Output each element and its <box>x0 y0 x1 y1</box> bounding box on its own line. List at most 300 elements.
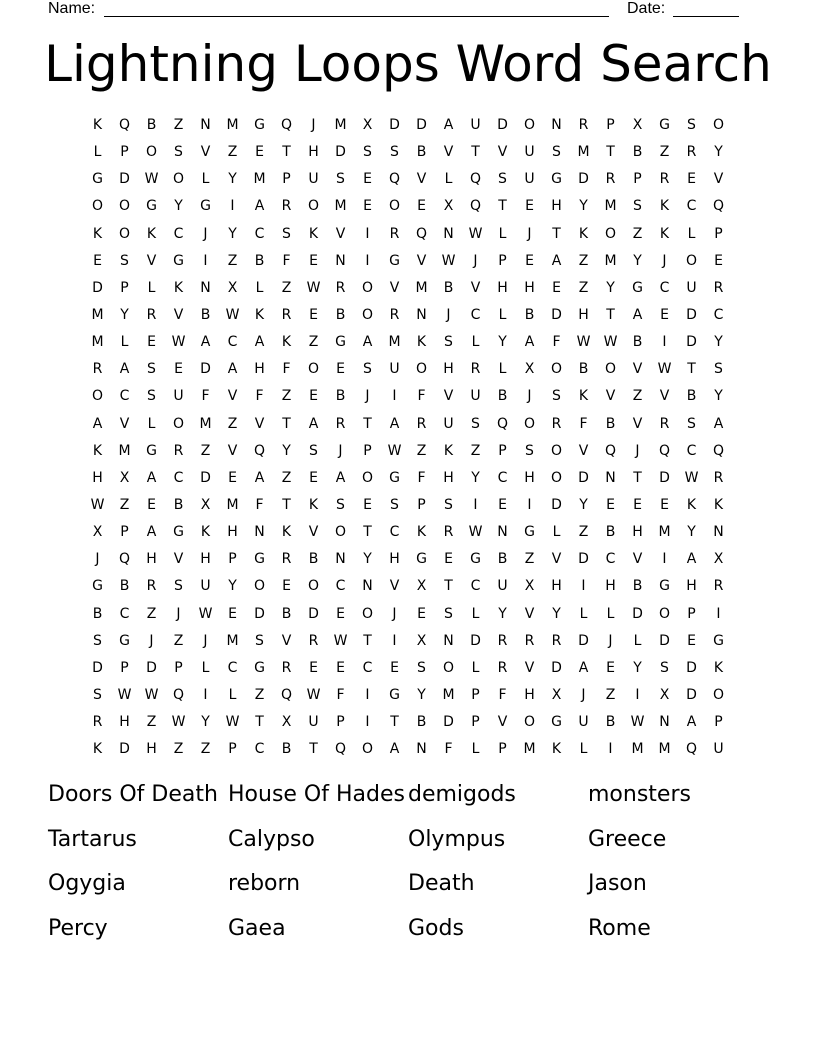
grid-letter: V <box>200 144 211 161</box>
grid-letter: S <box>660 659 669 676</box>
grid-letter: K <box>551 741 562 758</box>
grid-letter: R <box>416 415 427 432</box>
grid-letter: I <box>365 714 370 731</box>
grid-letter: P <box>498 252 507 269</box>
grid-letter: S <box>444 497 453 514</box>
grid-letter: Q <box>658 442 671 459</box>
grid-letter: P <box>120 279 129 296</box>
grid-letter: D <box>551 307 562 324</box>
grid-letter: A <box>146 524 157 541</box>
grid-letter: U <box>470 388 481 405</box>
grid-letter: S <box>147 361 156 378</box>
grid-letter: R <box>173 442 184 459</box>
grid-letter: V <box>416 252 427 269</box>
grid-letter: Y <box>714 388 723 405</box>
grid-letter: F <box>498 687 507 704</box>
grid-letter: D <box>659 469 670 486</box>
grid-row <box>84 411 732 438</box>
grid-letter: C <box>119 605 130 622</box>
grid-letter: K <box>281 334 292 351</box>
grid-letter: Q <box>469 171 482 188</box>
grid-letter: M <box>604 252 617 269</box>
grid-letter: M <box>199 415 212 432</box>
grid-letter: O <box>118 225 131 242</box>
grid-letter: O <box>307 578 320 595</box>
grid-letter: O <box>361 469 374 486</box>
grid-letter: K <box>713 497 724 514</box>
grid-letter: P <box>471 687 480 704</box>
grid-letter: C <box>605 551 616 568</box>
grid-letter: V <box>605 388 616 405</box>
grid-letter: S <box>282 225 291 242</box>
grid-letter: O <box>145 144 158 161</box>
grid-letter: W <box>198 605 213 622</box>
grid-letter: Z <box>659 144 670 161</box>
grid-letter: X <box>551 687 562 704</box>
grid-row <box>84 112 732 139</box>
grid-letter: C <box>227 659 238 676</box>
grid-letter: Z <box>578 279 589 296</box>
grid-letter: N <box>443 632 454 649</box>
grid-row <box>84 709 732 736</box>
grid-letter: S <box>633 198 642 215</box>
grid-letter: L <box>201 171 210 188</box>
grid-letter: G <box>335 334 346 351</box>
grid-letter: A <box>389 415 400 432</box>
word-list-item: Death <box>408 871 475 896</box>
grid-letter: Z <box>632 388 643 405</box>
grid-letter: D <box>389 117 400 134</box>
grid-letter: T <box>606 144 615 161</box>
grid-letter: E <box>363 171 372 188</box>
grid-letter: A <box>254 469 265 486</box>
grid-letter: V <box>497 144 508 161</box>
grid-letter: K <box>173 279 184 296</box>
grid-letter: B <box>119 578 130 595</box>
grid-letter: R <box>659 171 670 188</box>
grid-letter: V <box>416 171 427 188</box>
word-list-item: Percy <box>48 915 108 941</box>
grid-letter: X <box>632 117 643 134</box>
grid-letter: B <box>605 524 616 541</box>
grid-letter: J <box>338 442 343 459</box>
grid-letter: R <box>389 225 400 242</box>
grid-letter: V <box>146 252 157 269</box>
grid-row <box>84 465 732 492</box>
grid-letter: V <box>470 279 481 296</box>
grid-letter: G <box>254 551 265 568</box>
grid-letter: M <box>226 497 239 514</box>
grid-letter: H <box>524 687 535 704</box>
grid-letter: G <box>146 442 157 459</box>
grid-letter: E <box>309 307 318 324</box>
grid-row <box>84 438 732 465</box>
grid-letter: J <box>473 252 478 269</box>
grid-letter: P <box>336 714 345 731</box>
grid-letter: Z <box>227 415 238 432</box>
grid-letter: Y <box>687 524 696 541</box>
grid-letter: V <box>443 388 454 405</box>
grid-letter: B <box>605 714 616 731</box>
grid-letter: H <box>524 469 535 486</box>
date-label: Date: <box>627 0 666 17</box>
grid-letter: E <box>363 198 372 215</box>
grid-letter: V <box>524 605 535 622</box>
grid-letter: A <box>686 714 697 731</box>
grid-letter: V <box>659 388 670 405</box>
grid-letter: K <box>443 442 454 459</box>
grid-letter: S <box>687 117 696 134</box>
grid-letter: S <box>147 388 156 405</box>
grid-letter: D <box>92 659 103 676</box>
grid-letter: H <box>443 469 454 486</box>
grid-letter: F <box>444 741 453 758</box>
grid-letter: C <box>497 469 508 486</box>
grid-letter: A <box>335 469 346 486</box>
grid-letter: B <box>200 307 211 324</box>
grid-letter: R <box>578 117 589 134</box>
grid-row <box>84 193 732 220</box>
grid-letter: J <box>446 307 451 324</box>
grid-letter: O <box>172 171 185 188</box>
grid-letter: U <box>713 741 724 758</box>
grid-letter: Q <box>712 442 725 459</box>
grid-letter: P <box>120 144 129 161</box>
grid-letter: N <box>335 252 346 269</box>
grid-letter: U <box>578 714 589 731</box>
grid-row <box>84 166 732 193</box>
grid-letter: N <box>254 524 265 541</box>
grid-letter: V <box>119 415 130 432</box>
grid-letter: E <box>687 632 696 649</box>
grid-letter: Y <box>228 578 237 595</box>
grid-letter: F <box>417 469 426 486</box>
grid-letter: U <box>308 171 319 188</box>
grid-letter: V <box>443 144 454 161</box>
grid-letter: P <box>498 741 507 758</box>
grid-letter: A <box>632 307 643 324</box>
grid-letter: X <box>227 279 238 296</box>
grid-letter: E <box>633 497 642 514</box>
grid-letter: W <box>171 334 186 351</box>
grid-letter: Z <box>632 225 643 242</box>
grid-letter: O <box>91 198 104 215</box>
grid-letter: E <box>309 388 318 405</box>
grid-letter: Z <box>173 741 184 758</box>
grid-letter: K <box>92 225 103 242</box>
grid-letter: W <box>117 687 132 704</box>
word-list-item: Calypso <box>228 826 315 852</box>
grid-letter: Y <box>174 198 183 215</box>
grid-letter: Z <box>254 687 265 704</box>
grid-letter: A <box>686 551 697 568</box>
grid-letter: A <box>92 415 103 432</box>
grid-letter: B <box>632 334 643 351</box>
word-list-item: Gods <box>408 915 464 941</box>
grid-letter: H <box>686 578 697 595</box>
grid-letter: B <box>686 388 697 405</box>
grid-letter: M <box>577 144 590 161</box>
grid-letter: Q <box>280 117 293 134</box>
grid-letter: E <box>525 252 534 269</box>
grid-letter: Y <box>417 687 426 704</box>
grid-letter: V <box>227 442 238 459</box>
grid-letter: O <box>604 225 617 242</box>
grid-letter: Z <box>281 388 292 405</box>
grid-letter: O <box>550 361 563 378</box>
page-title: Lightning Loops Word Search <box>44 35 772 93</box>
grid-letter: V <box>173 307 184 324</box>
grid-letter: J <box>176 605 181 622</box>
grid-letter: S <box>309 442 318 459</box>
grid-letter: Z <box>119 497 130 514</box>
grid-row <box>84 221 732 248</box>
grid-letter: E <box>228 469 237 486</box>
grid-row <box>84 492 732 519</box>
grid-letter: B <box>173 497 184 514</box>
grid-letter: R <box>686 144 697 161</box>
grid-letter: H <box>308 144 319 161</box>
grid-letter: R <box>281 659 292 676</box>
grid-letter: W <box>306 687 321 704</box>
grid-letter: G <box>119 632 130 649</box>
grid-letter: S <box>444 605 453 622</box>
grid-letter: B <box>578 361 589 378</box>
grid-letter: P <box>714 714 723 731</box>
grid-letter: V <box>551 551 562 568</box>
grid-letter: W <box>441 252 456 269</box>
grid-letter: A <box>308 415 319 432</box>
grid-letter: M <box>415 279 428 296</box>
grid-letter: A <box>146 469 157 486</box>
grid-letter: E <box>93 252 102 269</box>
grid-letter: X <box>713 551 724 568</box>
grid-letter: Z <box>524 551 535 568</box>
grid-letter: M <box>226 632 239 649</box>
grid-letter: C <box>686 198 697 215</box>
grid-letter: E <box>417 605 426 622</box>
grid-letter: F <box>417 388 426 405</box>
grid-letter: Q <box>469 198 482 215</box>
grid-letter: P <box>363 442 372 459</box>
grid-letter: L <box>498 307 507 324</box>
grid-letter: K <box>146 225 157 242</box>
grid-letter: C <box>389 524 400 541</box>
grid-letter: W <box>576 334 591 351</box>
grid-letter: P <box>687 605 696 622</box>
grid-letter: B <box>416 144 427 161</box>
grid-letter: G <box>200 198 211 215</box>
grid-letter: O <box>91 388 104 405</box>
grid-letter: I <box>365 252 370 269</box>
grid-letter: Y <box>633 252 642 269</box>
grid-letter: N <box>713 524 724 541</box>
grid-letter: D <box>578 632 589 649</box>
grid-letter: Z <box>146 605 157 622</box>
header-fields <box>48 0 748 20</box>
grid-letter: A <box>524 334 535 351</box>
grid-letter: A <box>362 334 373 351</box>
grid-letter: A <box>254 198 265 215</box>
grid-letter: R <box>524 632 535 649</box>
grid-letter: J <box>662 252 667 269</box>
grid-letter: J <box>311 117 316 134</box>
grid-letter: Q <box>280 687 293 704</box>
grid-letter: H <box>605 578 616 595</box>
grid-letter: S <box>363 361 372 378</box>
grid-row <box>84 275 732 302</box>
grid-letter: I <box>608 741 613 758</box>
grid-letter: G <box>470 551 481 568</box>
grid-letter: Z <box>200 741 211 758</box>
grid-letter: E <box>552 279 561 296</box>
grid-letter: B <box>146 117 157 134</box>
grid-letter: R <box>308 632 319 649</box>
grid-letter: Y <box>498 605 507 622</box>
grid-letter: F <box>579 415 588 432</box>
grid-letter: M <box>226 117 239 134</box>
grid-letter: D <box>578 551 589 568</box>
grid-letter: J <box>203 225 208 242</box>
grid-letter: P <box>471 714 480 731</box>
grid-letter: I <box>581 578 586 595</box>
grid-letter: Z <box>173 632 184 649</box>
word-list-item: Olympus <box>408 826 506 852</box>
grid-letter: G <box>416 551 427 568</box>
grid-letter: N <box>605 469 616 486</box>
grid-letter: J <box>581 687 586 704</box>
grid-letter: F <box>336 687 345 704</box>
grid-letter: N <box>443 225 454 242</box>
grid-letter: O <box>712 687 725 704</box>
grid-letter: C <box>173 469 184 486</box>
grid-letter: B <box>254 252 265 269</box>
grid-letter: K <box>92 741 103 758</box>
grid-letter: J <box>149 632 154 649</box>
grid-letter: M <box>91 334 104 351</box>
grid-letter: O <box>307 198 320 215</box>
grid-letter: W <box>657 361 672 378</box>
grid-letter: O <box>604 361 617 378</box>
grid-letter: X <box>416 578 427 595</box>
grid-letter: W <box>603 334 618 351</box>
letter-grid <box>84 112 732 763</box>
grid-letter: K <box>308 497 319 514</box>
grid-letter: A <box>713 415 724 432</box>
grid-letter: S <box>714 361 723 378</box>
grid-letter: K <box>254 307 265 324</box>
grid-letter: P <box>228 551 237 568</box>
grid-letter: M <box>523 741 536 758</box>
grid-letter: B <box>605 415 616 432</box>
word-list-item: Doors Of Death <box>48 782 218 807</box>
grid-letter: R <box>470 361 481 378</box>
grid-letter: O <box>415 361 428 378</box>
grid-letter: W <box>630 714 645 731</box>
grid-letter: K <box>578 388 589 405</box>
grid-letter: Z <box>200 442 211 459</box>
grid-letter: O <box>388 198 401 215</box>
grid-letter: A <box>119 361 130 378</box>
grid-letter: R <box>551 632 562 649</box>
grid-letter: W <box>468 524 483 541</box>
grid-letter: W <box>90 497 105 514</box>
grid-letter: D <box>254 605 265 622</box>
grid-letter: E <box>336 361 345 378</box>
grid-letter: R <box>713 279 724 296</box>
grid-letter: N <box>200 117 211 134</box>
grid-letter: E <box>228 605 237 622</box>
grid-letter: F <box>282 252 291 269</box>
grid-letter: S <box>687 415 696 432</box>
grid-letter: K <box>200 524 211 541</box>
grid-letter: L <box>606 605 615 622</box>
grid-letter: O <box>361 605 374 622</box>
grid-row <box>84 628 732 655</box>
grid-letter: F <box>255 388 264 405</box>
grid-letter: X <box>119 469 130 486</box>
grid-letter: S <box>120 252 129 269</box>
grid-letter: X <box>200 497 211 514</box>
grid-letter: C <box>119 388 130 405</box>
grid-letter: S <box>390 144 399 161</box>
grid-row <box>84 139 732 166</box>
grid-letter: W <box>306 279 321 296</box>
grid-letter: Y <box>552 605 561 622</box>
grid-letter: F <box>282 361 291 378</box>
grid-letter: U <box>524 144 535 161</box>
grid-letter: F <box>552 334 561 351</box>
grid-letter: Z <box>470 442 481 459</box>
grid-letter: U <box>443 415 454 432</box>
grid-letter: I <box>365 225 370 242</box>
grid-letter: G <box>389 469 400 486</box>
grid-letter: V <box>389 279 400 296</box>
grid-letter: I <box>230 198 235 215</box>
grid-letter: X <box>416 632 427 649</box>
grid-letter: M <box>658 741 671 758</box>
grid-letter: O <box>361 307 374 324</box>
grid-letter: I <box>365 687 370 704</box>
word-list-item: Rome <box>588 915 651 941</box>
grid-letter: B <box>92 605 103 622</box>
word-list-item: House Of Hades <box>228 782 405 807</box>
grid-letter: X <box>659 687 670 704</box>
grid-letter: X <box>524 361 535 378</box>
grid-letter: M <box>388 334 401 351</box>
grid-letter: G <box>713 632 724 649</box>
grid-letter: N <box>551 117 562 134</box>
grid-letter: R <box>497 659 508 676</box>
word-list-item: reborn <box>228 871 301 896</box>
grid-letter: W <box>171 714 186 731</box>
grid-letter: D <box>686 659 697 676</box>
grid-letter: B <box>632 144 643 161</box>
grid-letter: I <box>716 605 721 622</box>
grid-letter: X <box>362 117 373 134</box>
grid-letter: R <box>281 198 292 215</box>
grid-letter: H <box>119 714 130 731</box>
grid-letter: N <box>362 578 373 595</box>
grid-letter: O <box>685 252 698 269</box>
grid-letter: H <box>146 741 157 758</box>
grid-letter: S <box>471 415 480 432</box>
date-blank-line <box>673 0 739 17</box>
grid-letter: Q <box>118 551 131 568</box>
grid-letter: C <box>713 307 724 324</box>
grid-letter: L <box>147 415 156 432</box>
grid-letter: L <box>228 687 237 704</box>
